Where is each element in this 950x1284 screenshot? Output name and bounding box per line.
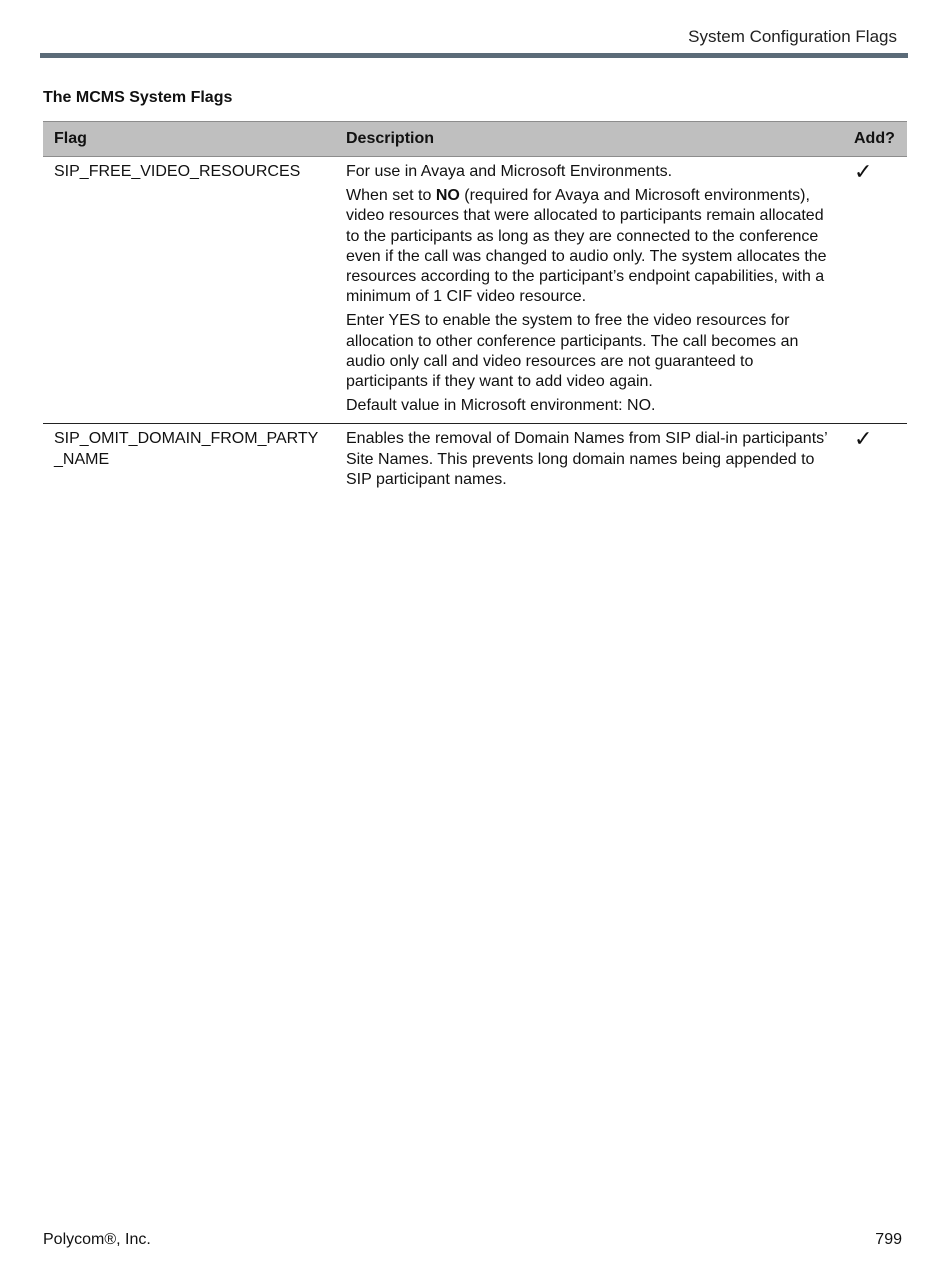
description-paragraph <box>346 186 832 307</box>
header-rule <box>40 53 908 58</box>
footer-company: Polycom®, Inc. <box>43 1231 151 1248</box>
description-paragraph: For use in Avaya and Microsoft Environments. <box>346 163 673 180</box>
flag-description <box>335 157 843 424</box>
checkmark-icon: ✓ <box>854 159 873 184</box>
flags-table <box>43 121 907 497</box>
description-paragraph: Default value in Microsoft environment: NO. <box>346 397 656 415</box>
column-header-add: Add? <box>843 122 907 157</box>
description-paragraph: Enter YES to enable the system to free the video resources for allocation to other conference participants. The call becomes an audio only call and video resources are not guaranteed to participants if they want to add video again. <box>346 312 799 391</box>
column-header-description: Description <box>335 122 843 157</box>
checkmark-icon: ✓ <box>843 424 907 497</box>
flag-description <box>335 424 843 497</box>
flag-name: SIP_FREE_VIDEO_RESOURCES <box>54 163 301 180</box>
flag-name: SIP_OMIT_DOMAIN_FROM_PARTY_NAME <box>43 424 335 497</box>
description-paragraph: Enables the removal of Domain Names from SIP dial-in participants’ Site Names. This prevents long domain names being appended to SIP participant names. <box>346 430 828 488</box>
table-row <box>43 424 907 497</box>
table-row <box>43 157 907 424</box>
table-header-row <box>43 122 907 157</box>
page-number: 799 <box>875 1231 902 1248</box>
column-header-flag: Flag <box>43 122 335 157</box>
section-title: The MCMS System Flags <box>43 89 233 106</box>
description-bold-value: NO <box>435 187 460 205</box>
running-header: System Configuration Flags <box>688 27 897 46</box>
description-text: When set to <box>346 187 436 205</box>
description-text: (required for Avaya and Microsoft environments), video resources that were allocated to participants remain allocated to the participants as long as they are connected to the conference even if the call was changed to audio only. The system allocates the resources according to the participant’s endpoint capabilities, with a minimum of 1 CIF video resource. <box>346 187 827 306</box>
